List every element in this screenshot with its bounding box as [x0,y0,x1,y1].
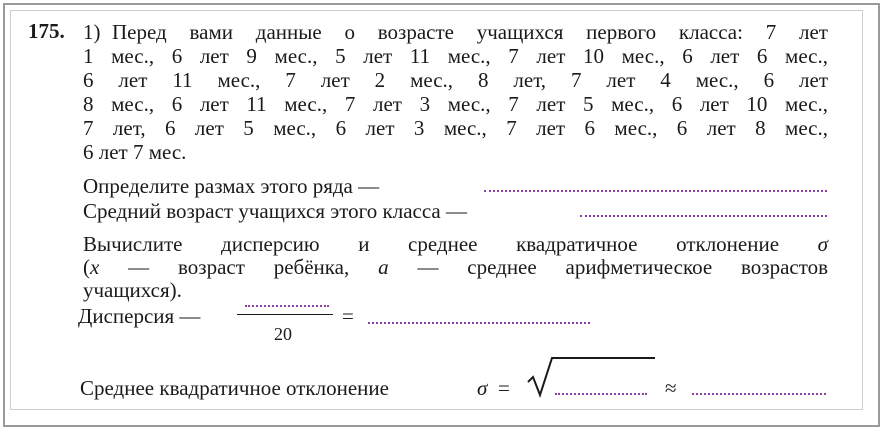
dispersion-equals: = [342,304,354,328]
approx-symbol: ≈ [665,376,677,400]
paragraph-line-3: 6 лет 11 мес., 7 лет 2 мес., 8 лет, 7 лет 4 мес., 6 лет [83,68,828,92]
stddev-sigma: σ [477,376,488,400]
paragraph-line-6: 6 лет 7 мес. [83,140,187,164]
paragraph-line-1: Перед вами данные о возрасте учащихся первого класса: 7 лет [112,20,828,44]
a-variable: a [378,255,389,279]
range-answer-field[interactable] [484,190,827,192]
task-number: 175. [28,19,65,43]
dispersion-answer-field[interactable] [368,322,590,324]
sigma-symbol: σ [817,232,829,256]
dispersion-denominator: 20 [274,324,292,344]
stddev-label: Среднее квадратичное отклонение [80,376,389,400]
sqrt-radicand-field[interactable] [555,393,647,395]
stddev-equals: = [498,376,510,400]
dispersion-label: Дисперсия — [78,304,201,328]
variance-text-line-2: (x — возраст ребёнка, a — среднее арифметическое возрастов [83,255,829,279]
variance-text-line-3: учащихся). [83,278,182,302]
variance-text-1: Вычислите дисперсию и среднее квадратичное отклонение [83,232,780,256]
dispersion-numerator-field[interactable] [245,305,329,307]
variance-text-2b: — среднее арифметическое возрастов [417,255,829,279]
x-variable: x [90,255,100,279]
variance-text-2a: — возраст ребёнка, [128,255,350,279]
fraction-bar [237,314,333,315]
mean-answer-field[interactable] [580,215,827,217]
paragraph-line-5: 7 лет, 6 лет 5 мес., 6 лет 3 мес., 7 лет 6 мес., 6 лет 8 мес., [83,116,828,140]
range-label: Определите размах этого ряда — [83,174,380,198]
task-part: 1) [83,20,101,44]
mean-label: Средний возраст учащихся этого класса — [83,199,467,223]
paragraph-line-2: 1 мес., 6 лет 9 мес., 5 лет 11 мес., 7 лет 10 мес., 6 лет 6 мес., [83,44,828,68]
paragraph-line-4: 8 мес., 6 лет 11 мес., 7 лет 3 мес., 7 лет 5 мес., 6 лет 10 мес., [83,92,828,116]
stddev-answer-field[interactable] [692,393,826,395]
variance-text-line-1 [83,233,828,255]
